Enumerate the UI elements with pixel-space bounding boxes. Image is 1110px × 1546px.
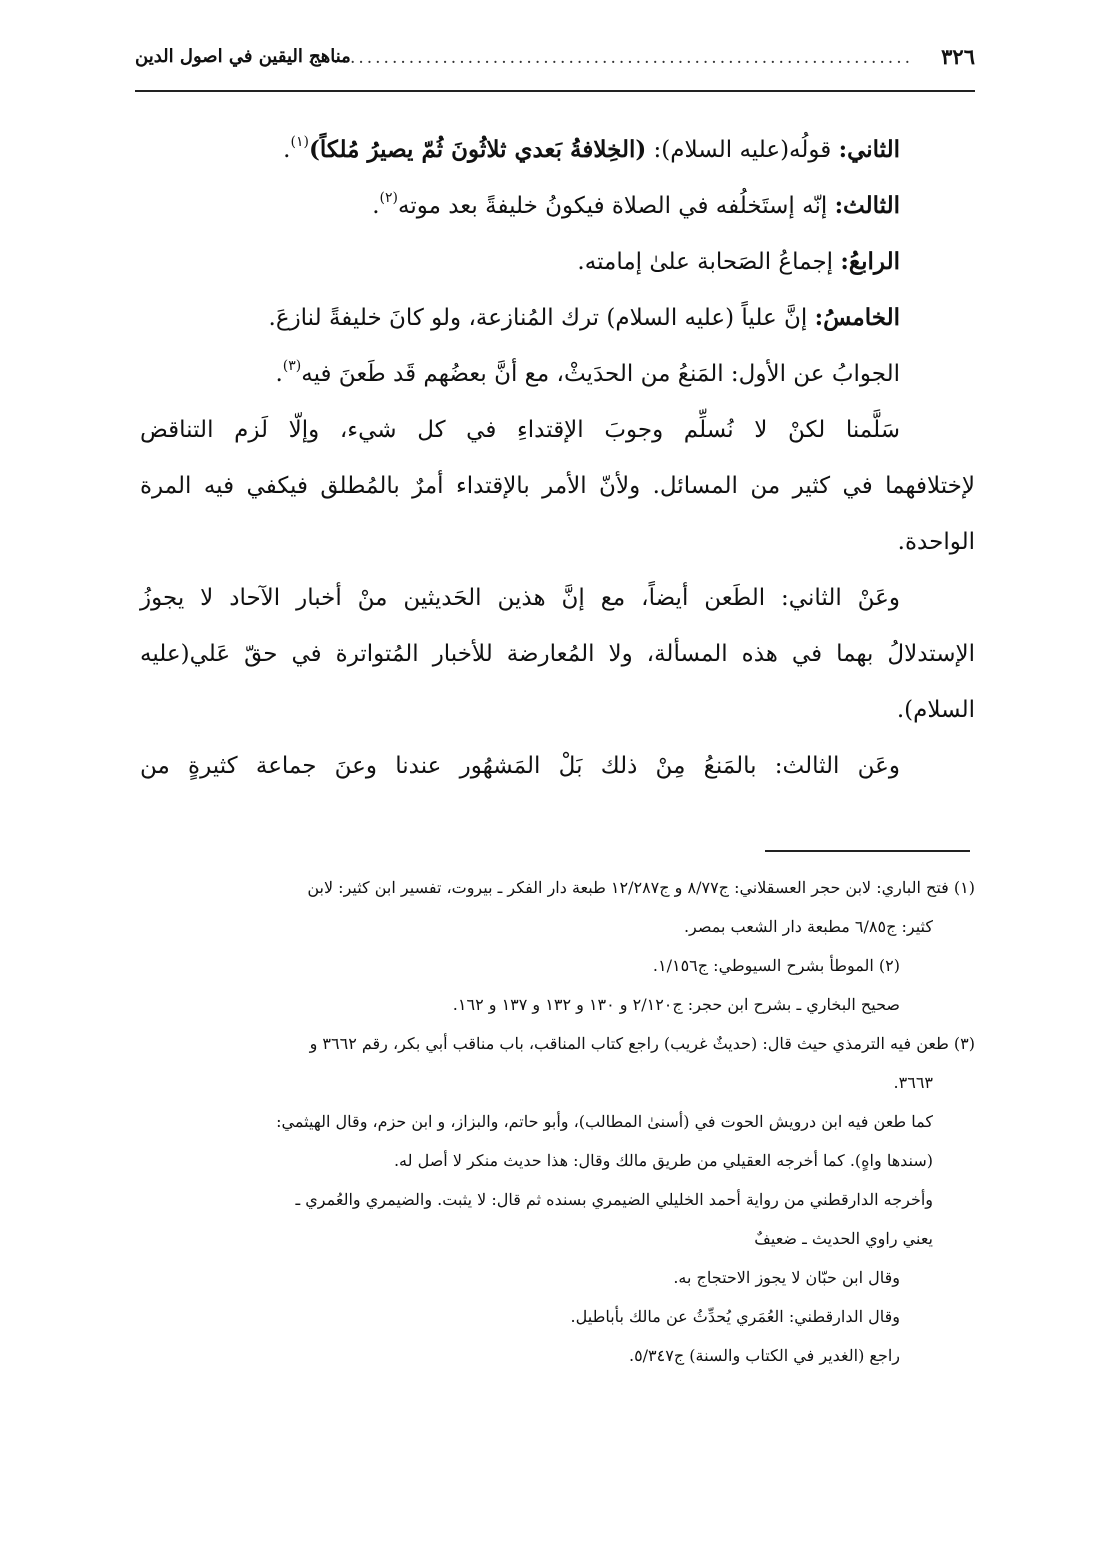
lead-second: الثاني: [838,136,900,163]
hadith-quote: (الخِلافةُ بَعدي ثلاثُونَ ثُمّ يصيرُ مُلكاً) [308,136,647,163]
footnote-3-line7: وقال ابن حبّان لا يجوز الاحتجاج به. [673,1268,900,1287]
footnote-1-line2: كثير: ج٦/٨٥ مطبعة دار الشعب بمصر. [683,917,933,936]
end-mark: . [372,193,380,219]
footnote-ref-1: (١) [290,134,309,150]
footnote-ref-3: (٣) [282,358,302,374]
header-dots: ........................................................................ [307,48,913,68]
text-second: قولُه(عليه السلام): [653,137,832,163]
running-title: مناهج اليقين في اصول الدين [135,46,351,67]
footnote-3-line2: ٣٦٦٣. [893,1073,933,1092]
footnote-ref-2: (٢) [379,190,398,206]
footnote-separator [765,850,970,852]
paragraph-answer-second-line3: السلام). [896,697,975,723]
footnote-2-line2: صحيح البخاري ـ بشرح ابن حجر: ج٢/١٢٠ و ١٣٠ و ١٣٢ و ١٣٧ و ١٦٢. [452,995,900,1014]
main-text [140,122,975,794]
paragraph-answer-second-line2: الإستدلالُ بهما في هذه المسألة، ولا المُعارضة للأخبار المُتواترة في حقّ عَلي(عليه [140,641,975,667]
text-fourth: إجماعُ الصَحابة علىٰ إمامته. [577,249,834,275]
lead-fourth: الرابعُ: [840,248,900,275]
end-mark: . [283,137,291,163]
footnote-3-line6: يعني راوي الحديث ـ ضعيفٌ [754,1229,933,1248]
paragraph-answer-second-line1: وعَنْ الثاني: الطَعن أيضاً، مع إنَّ هذين الحَديثين منْ أخبار الآحاد لا يجوزُ [140,585,900,611]
footnote-3-line9: راجع (الغدير في الكتاب والسنة) ج٥/٣٤٧. [628,1346,900,1365]
page-number: ٣٢٦ [941,44,975,69]
paragraph-fourth [140,234,975,290]
footnote-2-line1: (٢) الموطأ بشرح السيوطي: ج١/١٥٦. [652,956,900,975]
page-header [135,40,975,92]
footnote-3-line8: وقال الدارقطني: العُمَري يُحدِّثُ عن مالك بأباطيل. [570,1307,900,1326]
text-answer-first: الجوابُ عن الأول: المَنعُ من الحدَيثْ، مع أنَّ بعضُهم قَد طَعنَ فيه [301,361,900,387]
footnote-3-line3: كما طعن فيه ابن درويش الحوت في (أسنىٰ المطالب)، وأبو حاتم، والبزاز، و ابن حزم، وقال الهيثمي: [276,1112,933,1131]
paragraph-second [140,122,975,178]
paragraph-answer-third-line1: وعَن الثالث: بالمَنعُ مِنْ ذلك بَلْ المَشهُور عندنا وعنَ جماعة كثيرةٍ من [140,753,900,779]
paragraph-concession-line1: سَلَّمنا لكنْ لا نُسلِّم وجوبَ الإقتداءِ في كل شيء، وإلّا لَزم التناقض [140,417,900,443]
end-mark: . [275,361,283,387]
footnotes [140,868,975,1375]
paragraph-concession-line3: الواحدة. [897,529,975,555]
text-third: إنّه إستَخلُفه في الصلاة فيكونُ خليفةً بعد موته [397,193,828,219]
footnote-1-line1: (١) فتح الباري: لابن حجر العسقلاني: ج٨/٧٧ و ج١٢/٢٨٧ طبعة دار الفكر ـ بيروت، تفسير ابن كثير: لابن [307,878,975,897]
paragraph-answer-first [140,346,975,402]
lead-third: الثالث: [834,192,900,219]
paragraph-third [140,178,975,234]
paragraph-concession-line2: لإختلافهما في كثير من المسائل. ولأنّ الأمر بالإقتداء أمرٌ بالمُطلق فيكفي فيه المرة [140,473,975,499]
footnote-3-line1: (٣) طعن فيه الترمذي حيث قال: (حديثٌ غريب) راجع كتاب المناقب، باب مناقب أبي بكر، رقم ٣٦٦٢ و [309,1034,975,1053]
lead-fifth: الخامسُ: [814,304,900,331]
footnote-3-line4: (سندها واهٍ). كما أخرجه العقيلي من طريق مالك وقال: هذا حديث منكر لا أصل له. [393,1151,933,1170]
paragraph-fifth [140,290,975,346]
text-fifth: إنَّ علياً (عليه السلام) ترك المُنازعة، ولو كانَ خليفةً لنازعَ. [268,305,808,331]
footnote-3-line5: وأخرجه الدارقطني من رواية أحمد الخليلي الضيمري بسنده ثم قال: لا يثبت. والضيمري والعُمري ـ [295,1190,933,1209]
